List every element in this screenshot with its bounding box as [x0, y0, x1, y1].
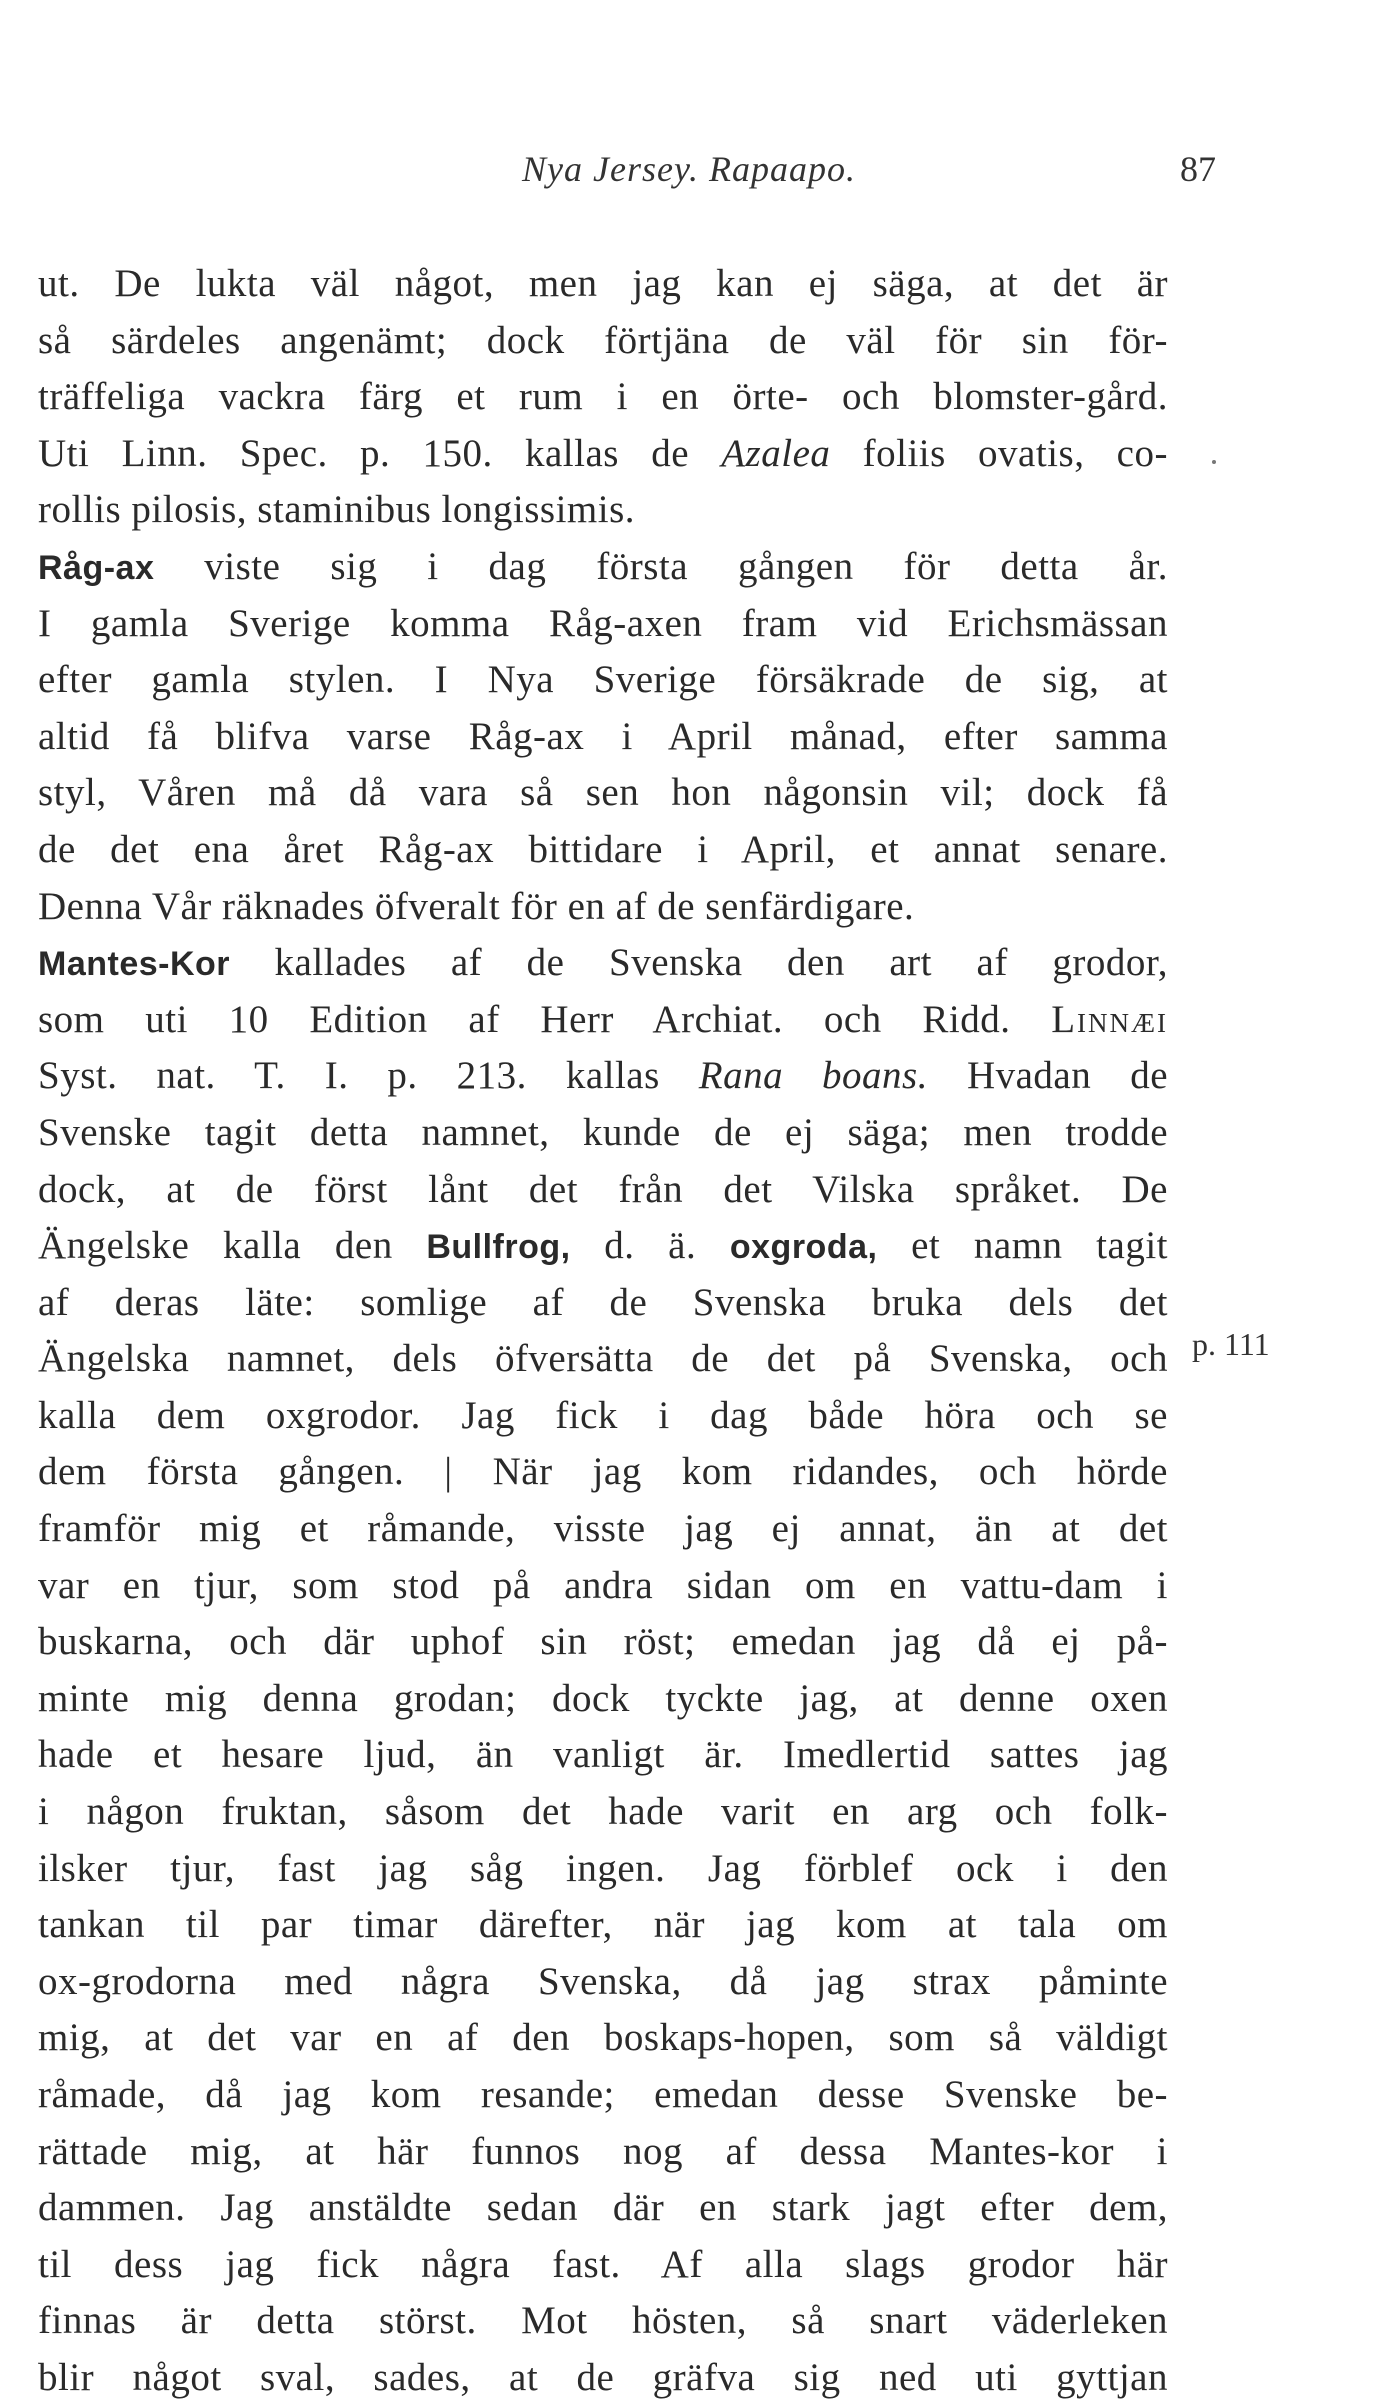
text-line: [38, 2237, 1168, 2294]
text-segment: d. ä.: [570, 1224, 730, 1268]
text-segment: minte mig denna grodan; dock tyckte jag, at denne oxen: [38, 1676, 1168, 1720]
text-segment: Svenske tagit detta namnet, kunde de ej säga; men trodde: [38, 1110, 1168, 1154]
text-line: [38, 879, 1168, 936]
text-line: [38, 1388, 1168, 1445]
text-line: [38, 1671, 1168, 1728]
text-line: [38, 2067, 1168, 2124]
bold-term: oxgroda,: [729, 1228, 878, 1267]
text-segment: finnas är detta störst. Mot hösten, så snart väderleken: [38, 2299, 1168, 2343]
running-head: Nya Jersey. Rapaapo.: [522, 149, 856, 189]
text-segment: dammen. Jag anstäldte sedan där en stark jagt efter dem,: [38, 2186, 1168, 2230]
text-segment: som uti 10 Edition af Herr Archiat. och Ridd.: [38, 997, 1052, 1041]
text-line: [38, 482, 1168, 539]
text-segment: af deras läte: somlige af de Svenska bruka dels det: [38, 1280, 1168, 1324]
text-segment: Ängelske kalla den: [38, 1224, 427, 1268]
text-line: [38, 2293, 1168, 2350]
text-line: [38, 709, 1168, 766]
text-segment: I gamla Sverige komma Råg-axen fram vid Erichsmässan: [38, 601, 1168, 645]
text-segment: råmade, då jag kom resande; emedan desse Svenske be-: [38, 2073, 1168, 2116]
text-line: [38, 596, 1168, 653]
text-line: [38, 1331, 1168, 1388]
text-line: [38, 1218, 1168, 1275]
text-segment: ox-grodorna med några Svenska, då jag strax påminte: [38, 1959, 1168, 2003]
text-segment: framför mig et råmande, visste jag ej annat, än at det: [38, 1507, 1168, 1551]
text-segment: kallades af de Svenska den art af grodor,: [230, 941, 1168, 985]
text-line: [38, 1558, 1168, 1615]
text-segment: altid få blifva varse Råg-ax i April månad, efter samma: [38, 714, 1168, 758]
text-line: [38, 1897, 1168, 1954]
text-line: [38, 992, 1168, 1049]
text-segment: var en tjur, som stod på andra sidan om en vattu-dam i: [38, 1563, 1168, 1607]
italic-term: Rana boans.: [698, 1054, 928, 1098]
text-segment: rollis pilosis, staminibus longissimis.: [38, 488, 635, 532]
text-line: [38, 1954, 1168, 2011]
body-text: [38, 256, 1168, 2407]
text-segment: styl, Våren må då vara så sen hon någonsin vil; dock få: [38, 771, 1168, 815]
text-segment: träffeliga vackra färg et rum i en örte- och blomster-gård.: [38, 375, 1168, 419]
text-line: [38, 1048, 1168, 1105]
text-line: [38, 1444, 1168, 1501]
text-segment: kalla dem oxgrodor. Jag fick i dag både höra och se: [38, 1393, 1168, 1437]
text-line: [38, 822, 1168, 879]
text-line: [38, 1162, 1168, 1219]
text-line: [38, 313, 1168, 370]
text-segment: dem första gången. | När jag kom ridandes, och hörde: [38, 1450, 1168, 1494]
text-line: [38, 2124, 1168, 2181]
text-segment: blir något sval, sades, at de gräfva sig ned uti gyttjan: [38, 2355, 1168, 2399]
text-segment: Uti Linn. Spec. p. 150. kallas de: [38, 431, 722, 475]
text-segment: hade et hesare ljud, än vanligt är. Imedlertid sattes jag: [38, 1733, 1168, 1777]
text-segment: tankan til par timar därefter, när jag kom at tala om: [38, 1903, 1168, 1947]
ink-speck: [1212, 460, 1216, 464]
text-line: [38, 1784, 1168, 1841]
text-line: [38, 2180, 1168, 2237]
text-line: [38, 1501, 1168, 1558]
bold-term: Bullfrog,: [426, 1228, 571, 1267]
italic-term: Azalea: [721, 431, 831, 475]
text-segment: efter gamla stylen. I Nya Sverige försäkrade de sig, at: [38, 658, 1168, 702]
text-line: [38, 935, 1168, 992]
text-line: [38, 1841, 1168, 1898]
bold-term: Mantes-Kor: [38, 945, 231, 984]
text-line: [38, 765, 1168, 822]
text-line: [38, 1105, 1168, 1162]
text-line: [38, 426, 1168, 483]
text-segment: i någon fruktan, såsom det hade varit en arg och folk-: [38, 1790, 1168, 1834]
text-segment: ut. De lukta väl något, men jag kan ej säga, at det är: [38, 262, 1168, 305]
page-header: [0, 148, 1378, 208]
text-segment: ilsker tjur, fast jag såg ingen. Jag förblef ock i den: [38, 1846, 1168, 1890]
text-segment: Ängelska namnet, dels öfversätta de det på Svenska, och: [38, 1337, 1168, 1381]
text-segment: rättade mig, at här funnos nog af dessa Mantes-kor i: [38, 2129, 1168, 2173]
text-segment: de det ena året Råg-ax bittidare i April, et annat senare.: [38, 827, 1168, 871]
text-segment: buskarna, och där uphof sin röst; emedan jag då ej på-: [38, 1620, 1168, 1664]
text-line: [38, 2350, 1168, 2407]
text-line: [38, 1275, 1168, 1332]
text-segment: til dess jag fick några fast. Af alla slags grodor här: [38, 2242, 1168, 2286]
text-line: [38, 369, 1168, 426]
text-line: [38, 1727, 1168, 1784]
text-line: [38, 539, 1168, 596]
text-line: [38, 2010, 1168, 2067]
text-segment: så särdeles angenämt; dock förtjäna de väl för sin för-: [38, 318, 1168, 362]
bold-term: Råg-ax: [38, 548, 155, 587]
small-caps-term: Linnæi: [1051, 997, 1168, 1041]
text-segment: Hvadan de: [927, 1054, 1169, 1098]
text-line: [38, 256, 1168, 313]
text-segment: dock, at de först lånt det från det Vilska språket. De: [38, 1167, 1168, 1211]
text-segment: Syst. nat. T. I. p. 213. kallas: [38, 1054, 699, 1098]
text-segment: viste sig i dag första gången för detta år.: [154, 544, 1168, 588]
page-number: 87: [1180, 149, 1216, 189]
text-segment: Denna Vår räknades öfveralt för en af de senfärdigare.: [38, 884, 915, 928]
margin-page-reference: p. 111: [1192, 1326, 1270, 1362]
text-line: [38, 652, 1168, 709]
text-segment: foliis ovatis, co-: [830, 431, 1168, 475]
text-segment: et namn tagit: [877, 1224, 1169, 1268]
text-line: [38, 1614, 1168, 1671]
text-segment: mig, at det var en af den boskaps-hopen, som så väldigt: [38, 2016, 1168, 2060]
